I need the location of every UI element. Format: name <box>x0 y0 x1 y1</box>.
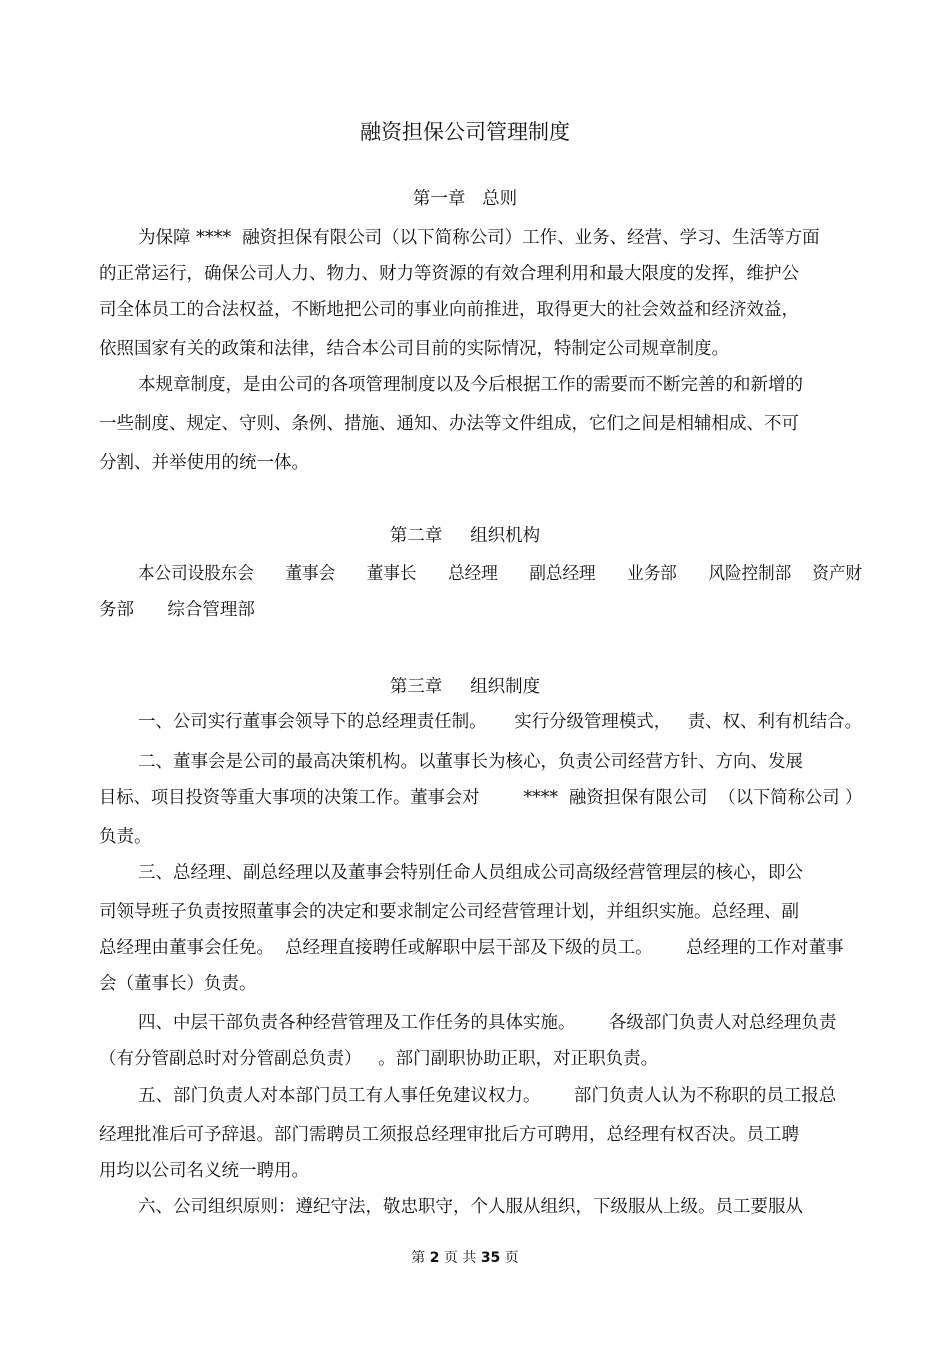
page-footer <box>0 1249 930 1267</box>
paragraph-line: 目标、项目投资等重大事项的决策工作。董事会对 **** 融资担保有限公司 （以下简称公司 ） <box>99 788 863 808</box>
paragraph-line: 一些制度、规定、守则、条例、措施、通知、办法等文件组成，它们之间是相辅相成、不可 <box>99 414 799 434</box>
document-title: 融资担保公司管理制度 <box>360 120 570 144</box>
paragraph-line: 司领导班子负责按照董事会的决定和要求制定公司经营管理计划，并组织实施。总经理、副 <box>99 902 799 922</box>
paragraph-line: 的正常运行，确保公司人力、物力、财力等资源的有效合理利用和最大限度的发挥，维护公 <box>99 264 799 284</box>
footer-suffix: 页 <box>504 1250 519 1266</box>
paragraph-line: 依照国家有关的政策和法律，结合本公司目前的实际情况，特制定公司规章制度。 <box>99 339 729 359</box>
paragraph-line: 务部 综合管理部 <box>99 600 255 620</box>
total-page-count: 35 <box>480 1250 501 1266</box>
paragraph-line: 分割、并举使用的统一体。 <box>99 453 309 473</box>
paragraph-line: 四、中层干部负责各种经营管理及工作任务的具体实施。 各级部门负责人对总经理负责 <box>138 1013 837 1033</box>
paragraph-line: 五、部门负责人对本部门员工有人事任免建议权力。 部门负责人认为不称职的员工报总 <box>138 1086 837 1106</box>
chapter-heading-2: 第二章 组织机构 <box>389 526 541 546</box>
paragraph-line: 为保障 **** 融资担保有限公司（以下简称公司）工作、业务、经营、学习、生活等方面 <box>138 228 820 248</box>
footer-prefix: 第 <box>411 1250 426 1266</box>
paragraph-line: 六、公司组织原则：遵纪守法，敬忠职守，个人服从组织，下级服从上级。员工要服从 <box>138 1197 803 1217</box>
chapter-heading-1: 第一章 总则 <box>412 189 518 209</box>
paragraph-line: （有分管副总时对分管副总负责） 。部门副职协助正职，对正职负责。 <box>99 1049 659 1069</box>
current-page-number: 2 <box>429 1250 440 1266</box>
paragraph-line: 用均以公司名义统一聘用。 <box>99 1161 309 1181</box>
paragraph-line: 二、董事会是公司的最高决策机构。以董事长为核心，负责公司经营方针、方向、发展 <box>138 752 803 772</box>
paragraph-line: 三、总经理、副总经理以及董事会特别任命人员组成公司高级经营管理层的核心，即公 <box>138 863 803 883</box>
paragraph-line: 司全体员工的合法权益，不断地把公司的事业向前推进，取得更大的社会效益和经济效益， <box>99 300 799 320</box>
paragraph-line: 会（董事长）负责。 <box>99 974 257 994</box>
paragraph-line: 一、公司实行董事会领导下的总经理责任制。 实行分级管理模式， 责、权、利有机结合。 <box>138 712 863 732</box>
paragraph-line: 总经理由董事会任免。 总经理直接聘任或解职中层干部及下级的员工。 总经理的工作对董事 <box>99 938 844 958</box>
paragraph-line: 本规章制度，是由公司的各项管理制度以及今后根据工作的需要而不断完善的和新增的 <box>138 375 803 395</box>
footer-middle: 页 共 <box>443 1250 477 1266</box>
paragraph-line: 经理批准后可予辞退。部门需聘员工须报总经理审批后方可聘用，总经理有权否决。员工聘 <box>99 1125 799 1145</box>
chapter-heading-3: 第三章 组织制度 <box>389 677 541 697</box>
paragraph-line: 负责。 <box>99 827 152 847</box>
paragraph-line: 本公司设股东会 董事会 董事长 总经理 副总经理 业务部 风险控制部 资产财 <box>138 564 863 584</box>
